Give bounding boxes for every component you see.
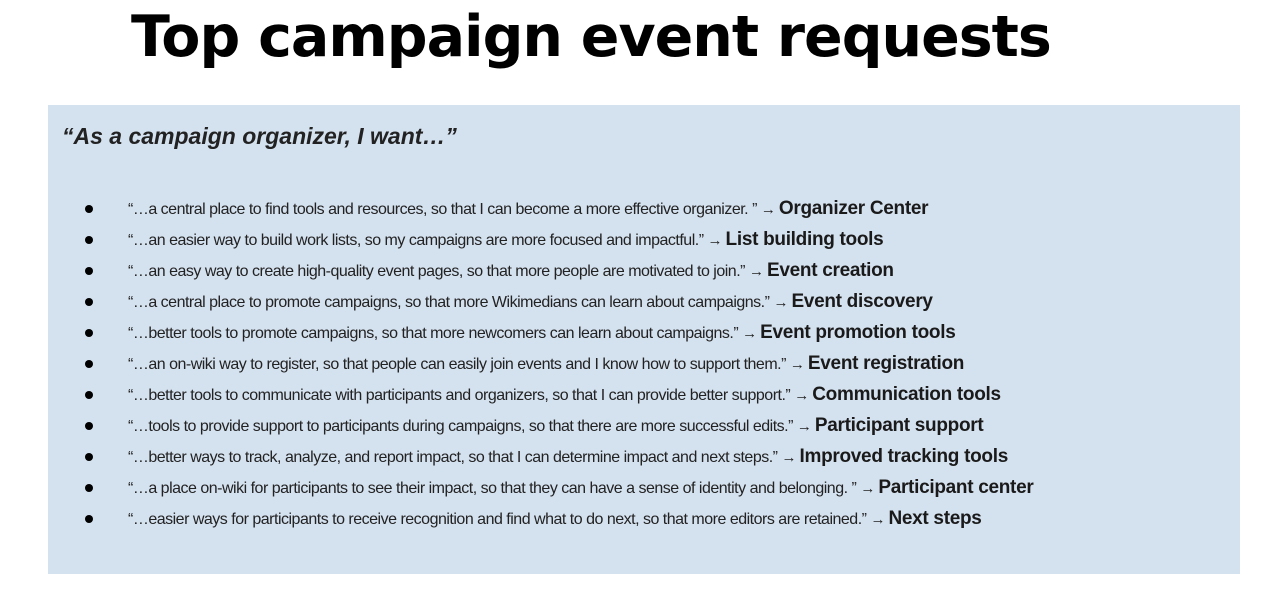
list-item: [82, 503, 1033, 534]
request-quote: “…an on-wiki way to register, so that people can easily join events and I know how to support them.”: [128, 356, 786, 373]
request-target: Event registration: [807, 353, 965, 374]
arrow-icon: →: [742, 325, 758, 342]
requests-panel: [48, 105, 1240, 574]
request-quote: “…tools to provide support to participants during campaigns, so that there are more successful edits.”: [128, 418, 793, 435]
request-target: Participant support: [814, 415, 984, 436]
arrow-icon: →: [794, 387, 810, 404]
request-target: List building tools: [725, 229, 884, 250]
arrow-icon: →: [781, 449, 797, 466]
request-quote: “…a central place to promote campaigns, so that more Wikimedians can learn about campaigns.”: [128, 294, 770, 311]
arrow-icon: →: [789, 356, 805, 373]
bullet-icon: [85, 205, 93, 213]
lead-quote: “As a campaign organizer, I want…”: [62, 123, 457, 149]
request-quote: “…better tools to promote campaigns, so that more newcomers can learn about campaigns.”: [128, 325, 739, 342]
list-item: [82, 317, 1033, 348]
request-target: Participant center: [878, 477, 1034, 498]
arrow-icon: →: [796, 418, 812, 435]
bullet-icon: [85, 484, 93, 492]
list-item: [82, 472, 1033, 503]
bullet-icon: [85, 422, 93, 430]
request-quote: “…better ways to track, analyze, and report impact, so that I can determine impact and next steps.”: [128, 449, 778, 466]
request-quote: “…an easier way to build work lists, so my campaigns are more focused and impactful.”: [128, 232, 704, 249]
request-target: Organizer Center: [778, 198, 929, 219]
list-item: [82, 255, 1033, 286]
request-target: Event creation: [766, 260, 894, 281]
request-quote: “…a central place to find tools and resources, so that I can become a more effective organizer. ”: [128, 201, 757, 218]
arrow-icon: →: [760, 201, 776, 218]
bullet-icon: [85, 391, 93, 399]
request-target: Next steps: [888, 508, 982, 529]
bullet-icon: [85, 236, 93, 244]
list-item: [82, 193, 1033, 224]
bullet-icon: [85, 329, 93, 337]
arrow-icon: →: [860, 480, 876, 497]
arrow-icon: →: [773, 294, 789, 311]
request-target: Communication tools: [812, 384, 1001, 405]
list-item: [82, 224, 1033, 255]
list-item: [82, 286, 1033, 317]
request-target: Event discovery: [791, 291, 933, 312]
request-quote: “…an easy way to create high-quality event pages, so that more people are motivated to join.”: [128, 263, 745, 280]
bullet-icon: [85, 267, 93, 275]
list-item: [82, 348, 1033, 379]
list-item: [82, 379, 1033, 410]
request-list: [82, 193, 1033, 534]
bullet-icon: [85, 515, 93, 523]
list-item: [82, 441, 1033, 472]
request-target: Event promotion tools: [760, 322, 956, 343]
arrow-icon: →: [707, 232, 723, 249]
list-item: [82, 410, 1033, 441]
bullet-icon: [85, 360, 93, 368]
slide-title: Top campaign event requests: [131, 4, 1051, 70]
request-quote: “…a place on-wiki for participants to see their impact, so that they can have a sense of identity and belonging. ”: [128, 480, 857, 497]
bullet-icon: [85, 453, 93, 461]
arrow-icon: →: [870, 511, 886, 528]
request-quote: “…better tools to communicate with participants and organizers, so that I can provide better support.”: [128, 387, 791, 404]
request-target: Improved tracking tools: [799, 446, 1008, 467]
bullet-icon: [85, 298, 93, 306]
arrow-icon: →: [748, 263, 764, 280]
request-quote: “…easier ways for participants to receive recognition and find what to do next, so that more editors are retained.”: [128, 511, 867, 528]
